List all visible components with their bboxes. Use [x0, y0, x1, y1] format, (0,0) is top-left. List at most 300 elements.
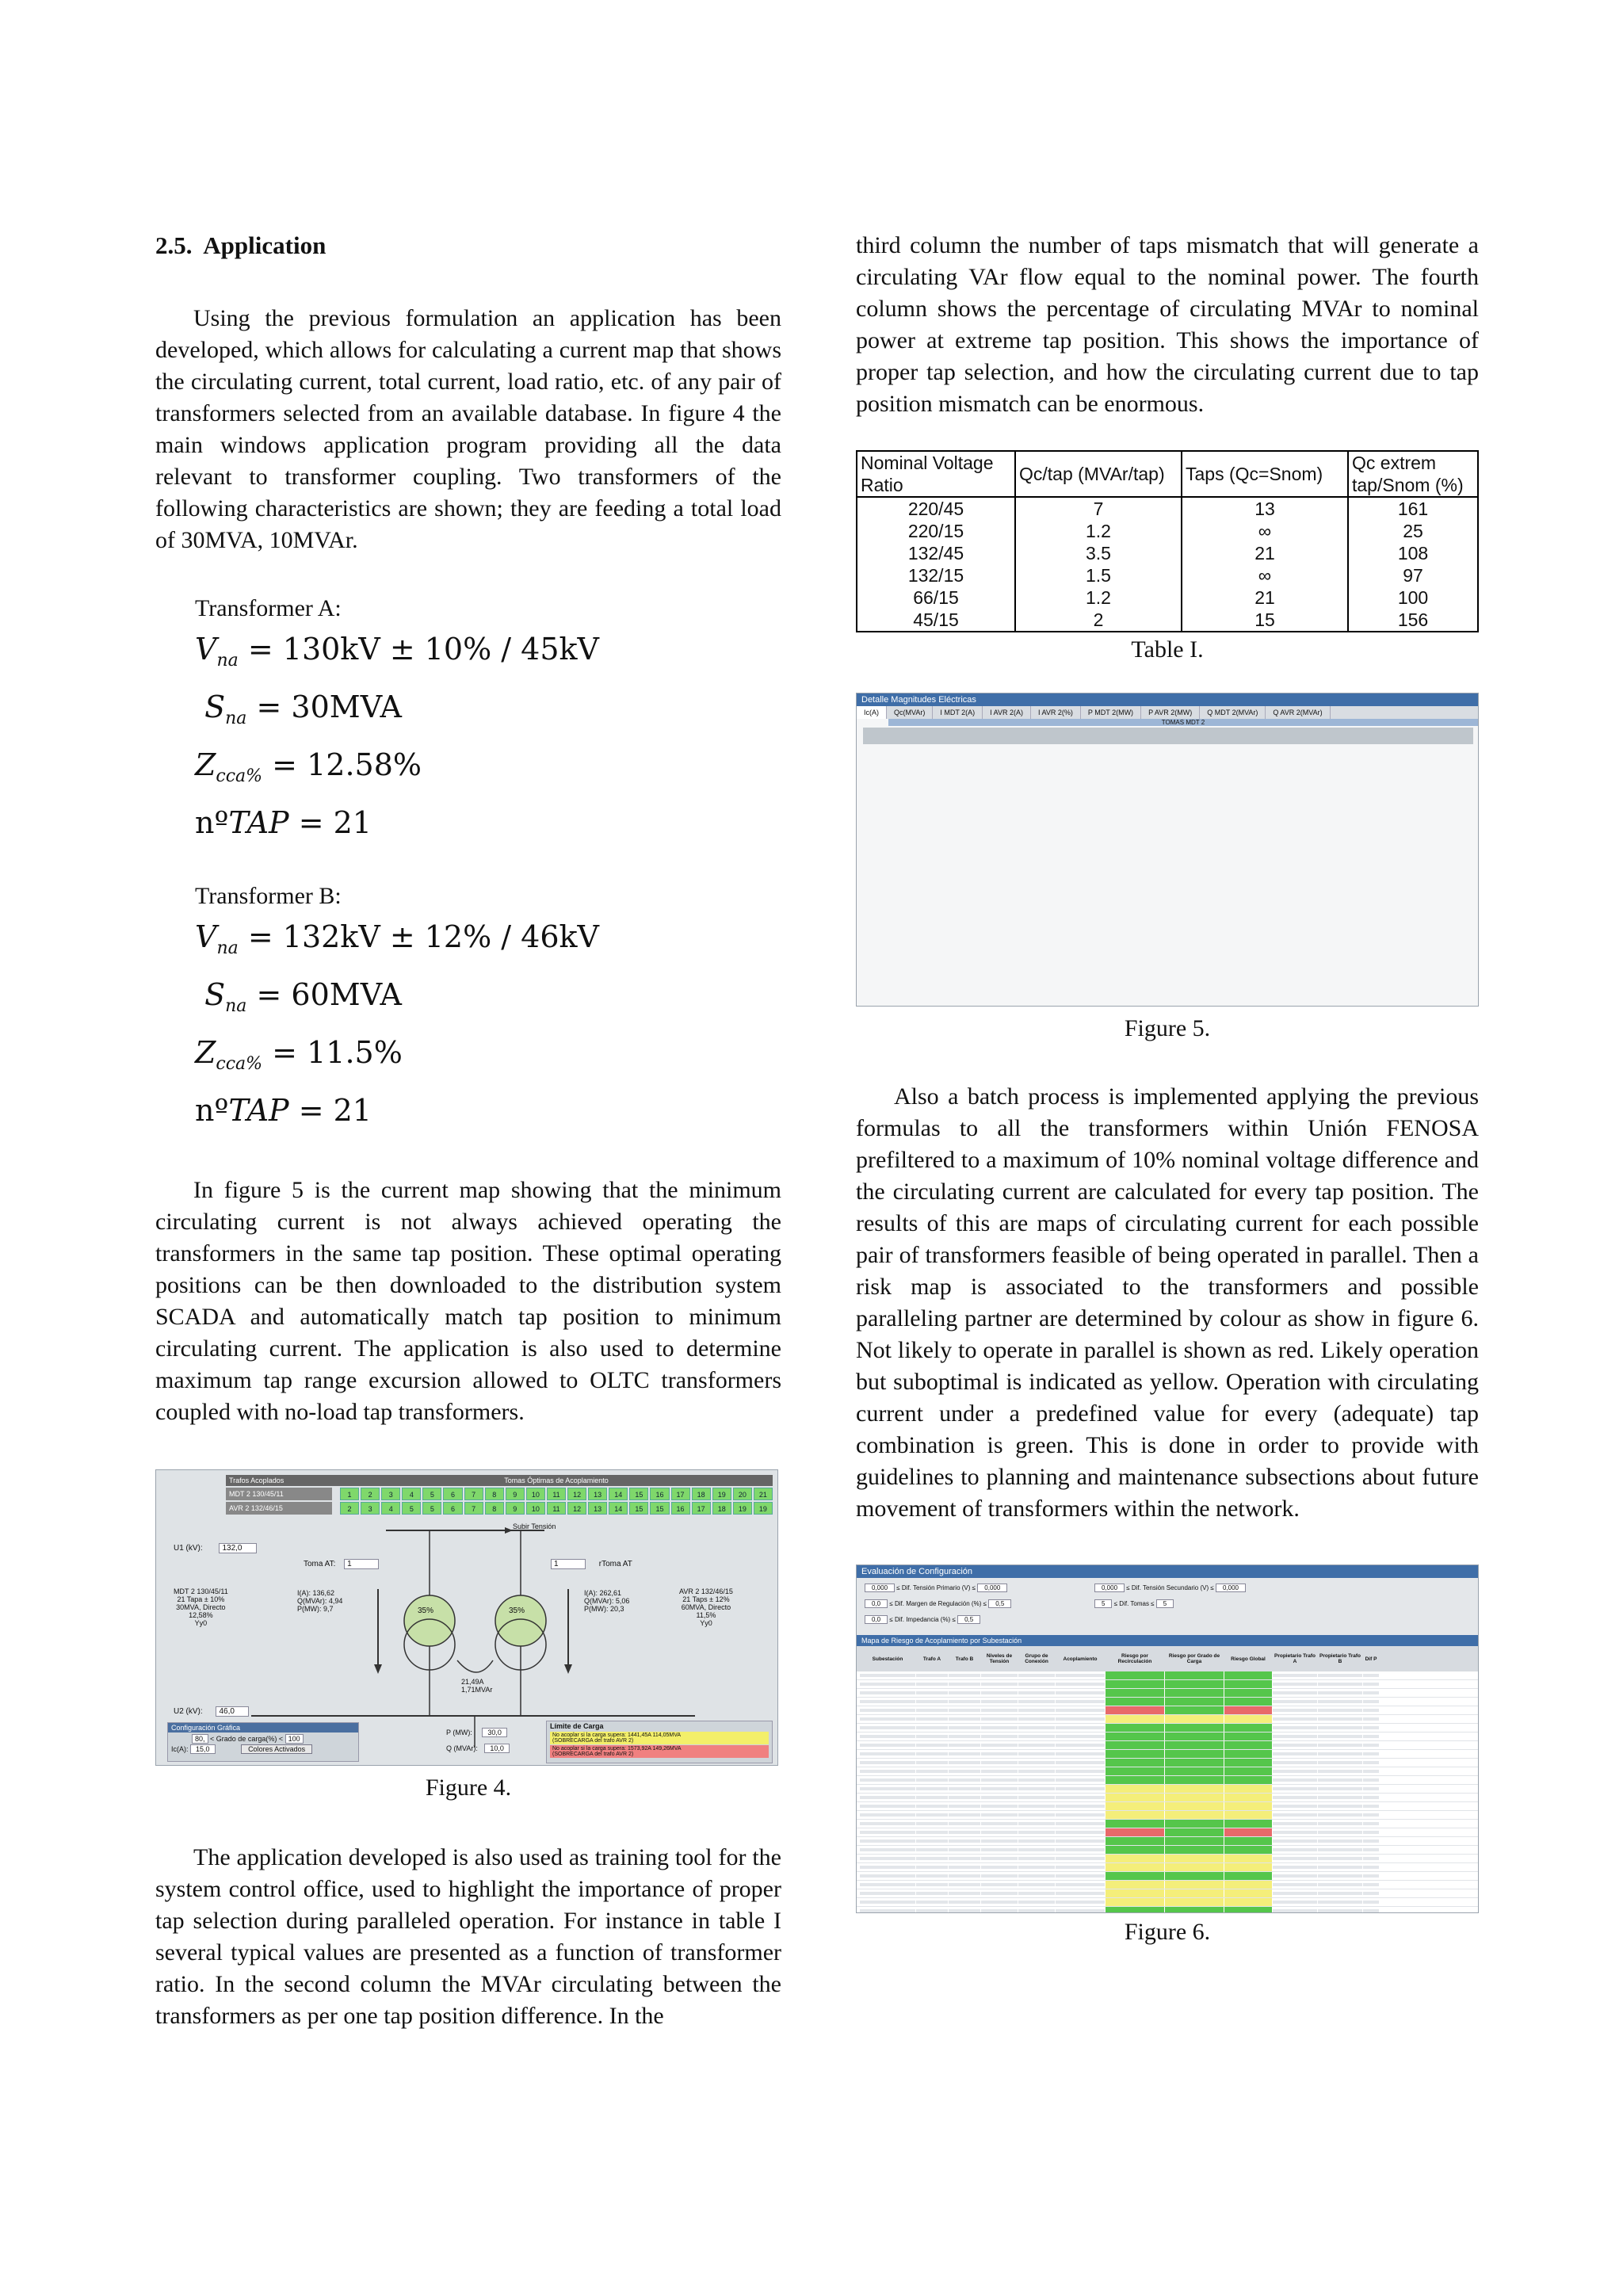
table-cell: 97: [1348, 564, 1478, 586]
risk-map-cell: [1018, 1898, 1055, 1906]
risk-map-cell: [1224, 1680, 1272, 1688]
risk-map-cell: [1106, 1715, 1164, 1723]
fig5-tab[interactable]: I MDT 2(A): [933, 706, 983, 719]
risk-map-cell: [1273, 1802, 1317, 1810]
risk-map-cell: [1224, 1750, 1272, 1758]
tap-cell: 8: [485, 1502, 504, 1515]
risk-map-cell: [1318, 1811, 1362, 1819]
risk-map-header[interactable]: Subestación: [872, 1656, 903, 1662]
risk-map-cell: [1106, 1802, 1164, 1810]
risk-map-cell: [1106, 1811, 1164, 1819]
eq-ntap-b: nºTAP = 21: [195, 1093, 372, 1128]
risk-map-cell: [981, 1889, 1018, 1897]
tap-cell: 4: [381, 1502, 400, 1515]
risk-map-cell: [1056, 1698, 1105, 1706]
risk-map-cell: [916, 1855, 948, 1862]
risk-map-row[interactable]: [857, 1767, 1478, 1776]
risk-map-cell: [981, 1846, 1018, 1854]
risk-map-header[interactable]: Riesgo por Recirculación: [1117, 1653, 1152, 1664]
eq-zcca-b: $Z_{cca\%} = 11.5\%$: [195, 1035, 403, 1074]
eq-zcca-a: $Z_{cca\%} = 12.58\%$: [195, 747, 422, 786]
risk-map-cell: [949, 1689, 980, 1697]
risk-map-cell: [1318, 1776, 1362, 1784]
risk-map-row[interactable]: [857, 1855, 1478, 1863]
risk-map-row[interactable]: [857, 1750, 1478, 1759]
risk-map-cell: [916, 1811, 948, 1819]
table-cell: 108: [1348, 542, 1478, 564]
fig5-tab[interactable]: P AVR 2(MW): [1141, 706, 1200, 719]
risk-map-cell: [1363, 1846, 1379, 1854]
risk-map-cell: [1318, 1889, 1362, 1897]
eq-vna-b: $V_{na} = 132kV \pm 12\% / 46kV$: [195, 919, 600, 958]
table-cell: 3.5: [1015, 542, 1182, 564]
risk-map-header[interactable]: Dif P: [1365, 1656, 1377, 1662]
table-cell: 1.2: [1015, 586, 1182, 609]
table-cell: 66/15: [857, 586, 1015, 609]
risk-map-cell: [1106, 1750, 1164, 1758]
risk-map-cell: [981, 1733, 1018, 1740]
right-column: [856, 230, 1479, 1948]
tap-cell: 15: [629, 1488, 648, 1500]
risk-map-row[interactable]: [857, 1846, 1478, 1855]
risk-map-cell: [1318, 1863, 1362, 1871]
toma-b-select[interactable]: 1: [551, 1559, 586, 1569]
risk-map-cell: [916, 1750, 948, 1758]
risk-map-cell: [1273, 1872, 1317, 1880]
risk-map-cell: [916, 1907, 948, 1913]
transformer-b-coil-top: [495, 1595, 546, 1646]
fig6-filters: 0,000 ≤ Dif. Tensión Primario (V) ≤ 0,000 0,000 ≤ Dif. Tensión Secundario (V) ≤ 0,000 0,0 ≤ Dif. Margen de Regulación (%) ≤ 0,5 5 ≤ Dif. Tomas ≤ 5 0,0 ≤ Dif. Impedancia (%) ≤ 0,5: [857, 1578, 1478, 1635]
risk-map-cell: [1224, 1828, 1272, 1836]
risk-map-cell: [1363, 1724, 1379, 1732]
table-cell: 13: [1182, 497, 1348, 520]
fig5-tab[interactable]: I AVR 2(A): [983, 706, 1031, 719]
risk-map-cell: [1363, 1750, 1379, 1758]
risk-map-cell: [1018, 1724, 1055, 1732]
risk-map-cell: [1106, 1680, 1164, 1688]
table-cell: 7: [1015, 497, 1182, 520]
risk-map-row[interactable]: [857, 1724, 1478, 1733]
risk-map-cell: [1273, 1855, 1317, 1862]
table-row: [857, 564, 1478, 586]
tap-cell: 5: [402, 1502, 421, 1515]
risk-map-cell: [1056, 1776, 1105, 1784]
risk-map-row[interactable]: [857, 1741, 1478, 1750]
risk-map-cell: [1018, 1715, 1055, 1723]
risk-map-cell: [1056, 1715, 1105, 1723]
risk-map-cell: [1165, 1715, 1224, 1723]
risk-map-cell: [1273, 1767, 1317, 1775]
risk-map-cell: [860, 1889, 915, 1897]
fig5-tab[interactable]: Ic(A): [857, 706, 887, 719]
tap-cell: 5: [422, 1488, 441, 1500]
risk-map-cell: [860, 1898, 915, 1906]
paragraph: Using the previous formulation an application has been developed, which allows for calculating a current map that shows the circulating current, total current, load ratio, etc. of any pair of transformers selected from an available database. In figure 4 the main windows application program providing all the data relevant to transformer coupling. Two transformers of the following characteristics are shown; they are feeding a total load of 30MVA, 10MVAr.: [155, 305, 781, 553]
risk-map-cell: [1018, 1671, 1055, 1679]
pct-a: 35%: [418, 1606, 434, 1615]
risk-map-cell: [1318, 1802, 1362, 1810]
risk-map-cell: [1363, 1785, 1379, 1793]
tap-cell: 3: [361, 1502, 380, 1515]
risk-map-cell: [1318, 1706, 1362, 1714]
risk-map-header[interactable]: Acoplamiento: [1063, 1656, 1098, 1662]
tap-cell: 7: [464, 1488, 483, 1500]
risk-map-cell: [981, 1785, 1018, 1793]
risk-map-cell: [1106, 1855, 1164, 1862]
risk-map-header[interactable]: Propietario Trafo A: [1274, 1653, 1316, 1664]
risk-map-cell: [1018, 1828, 1055, 1836]
fig5-tab[interactable]: I AVR 2(%): [1031, 706, 1081, 719]
risk-map-row[interactable]: [857, 1881, 1478, 1889]
tap-cell: 20: [733, 1488, 752, 1500]
risk-map-cell: [916, 1767, 948, 1775]
table-cell: 21: [1182, 542, 1348, 564]
table-cell: 132/45: [857, 542, 1015, 564]
tap-cell: 17: [692, 1502, 711, 1515]
risk-map-row[interactable]: [857, 1907, 1478, 1913]
risk-map-cell: [1224, 1724, 1272, 1732]
table-cell: 100: [1348, 586, 1478, 609]
risk-map-cell: [1273, 1828, 1317, 1836]
transformer-a-spec: [195, 593, 781, 846]
risk-map-cell: [1224, 1698, 1272, 1706]
risk-map-cell: [1056, 1741, 1105, 1749]
risk-map-cell: [1018, 1855, 1055, 1862]
risk-map-cell: [1318, 1680, 1362, 1688]
risk-map-cell: [981, 1759, 1018, 1767]
fig5-tab[interactable]: Q AVR 2(MVAr): [1266, 706, 1330, 719]
fig4-toma-a: Toma AT: 1: [304, 1559, 379, 1569]
risk-map-cell: [1363, 1733, 1379, 1740]
transformer-a-coil-top: [404, 1595, 455, 1646]
risk-map-row[interactable]: [857, 1759, 1478, 1767]
risk-map-cell: [981, 1724, 1018, 1732]
risk-map-header[interactable]: Trafo A: [922, 1656, 941, 1662]
risk-map-cell: [1056, 1846, 1105, 1854]
risk-map-cell: [981, 1776, 1018, 1784]
tap-cell: 19: [754, 1502, 773, 1515]
table-cell: 132/15: [857, 564, 1015, 586]
table-cell: 45/15: [857, 609, 1015, 632]
risk-map-cell: [949, 1811, 980, 1819]
risk-map-cell: [1056, 1689, 1105, 1697]
transformer-a-desc: MDT 2 130/45/11 21 Tapa ± 10% 30MVA, Directo 12,58% Yy0: [174, 1587, 228, 1627]
risk-map-cell: [1318, 1741, 1362, 1749]
risk-map-cell: [981, 1680, 1018, 1688]
risk-map-cell: [949, 1715, 980, 1723]
risk-map-cell: [1056, 1872, 1105, 1880]
risk-map-cell: [1056, 1828, 1105, 1836]
config-max-input[interactable]: 100: [285, 1734, 304, 1744]
risk-map-header[interactable]: Trafo B: [955, 1656, 974, 1662]
risk-map-cell: [1056, 1759, 1105, 1767]
risk-map-cell: [1165, 1698, 1224, 1706]
risk-map-cell: [1273, 1689, 1317, 1697]
risk-map-cell: [1318, 1837, 1362, 1845]
risk-map-cell: [981, 1837, 1018, 1845]
risk-map-cell: [1273, 1671, 1317, 1679]
risk-map-cell: [1018, 1846, 1055, 1854]
risk-map-cell: [1273, 1715, 1317, 1723]
risk-map-cell: [1106, 1741, 1164, 1749]
risk-map-cell: [1363, 1863, 1379, 1871]
risk-map-header[interactable]: Riesgo por Grado de Carga: [1168, 1653, 1220, 1664]
risk-map-row[interactable]: [857, 1794, 1478, 1802]
risk-map-cell: [1363, 1855, 1379, 1862]
risk-map-cell: [1056, 1820, 1105, 1828]
risk-map-cell: [916, 1802, 948, 1810]
risk-map-cell: [860, 1794, 915, 1801]
risk-map-cell: [1224, 1889, 1272, 1897]
risk-map-cell: [916, 1898, 948, 1906]
risk-map-row[interactable]: [857, 1733, 1478, 1741]
risk-map-cell: [1224, 1733, 1272, 1740]
risk-map-cell: [1018, 1837, 1055, 1845]
paragraph: In figure 5 is the current map showing that the minimum circulating current is not always achieved operating the transformers in the same tap position. These optimal operating positions can be then downloaded to the distribution system SCADA and automatically match tap position to minimum circulating current. The application is also used to determine maximum tap range excursion allowed to OLTC transformers coupled with no-load tap transformers.: [155, 1177, 781, 1425]
risk-map-cell: [981, 1671, 1018, 1679]
risk-map-row[interactable]: [857, 1706, 1478, 1715]
risk-map-row[interactable]: [857, 1898, 1478, 1907]
risk-map-cell: [1224, 1855, 1272, 1862]
risk-map-row[interactable]: [857, 1785, 1478, 1794]
config-min-input[interactable]: 80,: [192, 1734, 208, 1744]
risk-map-cell: [1224, 1671, 1272, 1679]
risk-map-cell: [860, 1741, 915, 1749]
risk-map-cell: [916, 1706, 948, 1714]
risk-map-cell: [860, 1776, 915, 1784]
risk-map-cell: [916, 1863, 948, 1871]
risk-map-cell: [1363, 1802, 1379, 1810]
risk-map-cell: [1224, 1802, 1272, 1810]
risk-map-cell: [949, 1741, 980, 1749]
risk-map-cell: [949, 1706, 980, 1714]
fig5-tab-bar: [857, 706, 1478, 719]
risk-map-cell: [916, 1733, 948, 1740]
risk-map-cell: [1018, 1785, 1055, 1793]
risk-map-cell: [1165, 1706, 1224, 1714]
risk-map-cell: [1056, 1907, 1105, 1913]
risk-map-header[interactable]: Propietario Trafo B: [1319, 1653, 1361, 1664]
table-cell: 1.5: [1015, 564, 1182, 586]
risk-map-cell: [1318, 1828, 1362, 1836]
risk-map-header[interactable]: Grupo de Conexión: [1025, 1653, 1048, 1664]
risk-map-cell: [1318, 1759, 1362, 1767]
risk-map-cell: [916, 1828, 948, 1836]
risk-map-header[interactable]: Riesgo Global: [1231, 1656, 1266, 1662]
risk-map-cell: [1106, 1881, 1164, 1889]
risk-map-row[interactable]: [857, 1715, 1478, 1724]
risk-map-cell: [1018, 1802, 1055, 1810]
tap-cell: 6: [443, 1488, 462, 1500]
risk-map-cell: [1056, 1733, 1105, 1740]
risk-map-cell: [981, 1811, 1018, 1819]
risk-map-cell: [860, 1811, 915, 1819]
risk-map-cell: [860, 1785, 915, 1793]
risk-map-cell: [949, 1724, 980, 1732]
risk-map-cell: [1165, 1828, 1224, 1836]
risk-map-header[interactable]: Niveles de Tensión: [986, 1653, 1013, 1664]
risk-map-cell: [1318, 1846, 1362, 1854]
colores-button[interactable]: Colores Activados: [241, 1744, 312, 1754]
risk-map-cell: [1106, 1733, 1164, 1740]
risk-map-cell: [1273, 1776, 1317, 1784]
risk-map-cell: [1056, 1794, 1105, 1801]
fig5-tab[interactable]: P MDT 2(MW): [1081, 706, 1141, 719]
risk-map-cell: [1056, 1767, 1105, 1775]
risk-map-cell: [1363, 1794, 1379, 1801]
toma-a-select[interactable]: 1: [344, 1559, 379, 1569]
risk-map-cell: [1018, 1767, 1055, 1775]
tap-cell: 5: [422, 1502, 441, 1515]
paragraph: The application developed is also used as training tool for the system control office, used to highlight the importance of proper tap selection during paralleled operation. For instance in table I several typical values are presented as a function of transformer ratio. In the second column the MVAr circulating between the transformers as per one tap position difference. In the: [155, 1844, 781, 2029]
fig5-tab[interactable]: Qc(MVAr): [887, 706, 933, 719]
risk-map-row[interactable]: [857, 1802, 1478, 1811]
risk-map-cell: [1056, 1680, 1105, 1688]
risk-map-cell: [1056, 1802, 1105, 1810]
risk-map-cell: [916, 1889, 948, 1897]
risk-map-cell: [1318, 1767, 1362, 1775]
risk-map-cell: [1318, 1715, 1362, 1723]
u1-input[interactable]: 132,0: [219, 1543, 257, 1553]
risk-map-cell: [1056, 1706, 1105, 1714]
risk-map-cell: [1018, 1750, 1055, 1758]
risk-map-cell: [1165, 1855, 1224, 1862]
tap-cell: 14: [609, 1502, 628, 1515]
risk-map-cell: [1056, 1881, 1105, 1889]
risk-map-cell: [1106, 1889, 1164, 1897]
risk-map-cell: [949, 1680, 980, 1688]
ic-input[interactable]: 15,0: [190, 1744, 216, 1754]
risk-map-cell: [1165, 1750, 1224, 1758]
risk-map-cell: [1273, 1898, 1317, 1906]
risk-map-cell: [1273, 1785, 1317, 1793]
fig4-p: P (MW): 30,0: [446, 1729, 507, 1736]
risk-map-cell: [860, 1706, 915, 1714]
table-row: [857, 542, 1478, 564]
table-header: Qc extrem tap/Snom (%): [1348, 451, 1478, 497]
table-row: [857, 609, 1478, 632]
risk-map-cell: [916, 1837, 948, 1845]
fig4-toma-b: 1 rToma AT: [551, 1559, 632, 1569]
risk-map-cell: [949, 1767, 980, 1775]
risk-map-cell: [949, 1907, 980, 1913]
risk-map-row[interactable]: [857, 1811, 1478, 1820]
tap-cell: 11: [547, 1502, 566, 1515]
risk-map-cell: [1165, 1767, 1224, 1775]
risk-map-cell: [1273, 1881, 1317, 1889]
table-header: Qc/tap (MVAr/tap): [1015, 451, 1182, 497]
table-cell: 1.2: [1015, 520, 1182, 542]
risk-map-cell: [949, 1733, 980, 1740]
risk-map-row[interactable]: [857, 1776, 1478, 1785]
risk-map-cell: [1018, 1794, 1055, 1801]
risk-map-cell: [1224, 1759, 1272, 1767]
fig6-map-title: Mapa de Riesgo de Acoplamiento por Subestación: [857, 1635, 1478, 1646]
risk-map-cell: [1318, 1671, 1362, 1679]
risk-map-cell: [1363, 1907, 1379, 1913]
table-cell: 220/15: [857, 520, 1015, 542]
q-input[interactable]: 10,0: [484, 1744, 510, 1753]
transformer-b-values: I(A): 262,61 Q(MVAr): 5,06 P(MW): 20,3: [584, 1589, 630, 1613]
risk-map-cell: [1224, 1741, 1272, 1749]
p-input[interactable]: 30,0: [482, 1728, 507, 1737]
risk-map-cell: [1273, 1724, 1317, 1732]
risk-map-cell: [949, 1794, 980, 1801]
risk-map-row[interactable]: [857, 1698, 1478, 1706]
risk-map-cell: [1363, 1680, 1379, 1688]
tap-cell: 2: [340, 1502, 359, 1515]
risk-map-cell: [981, 1750, 1018, 1758]
risk-map-row[interactable]: [857, 1680, 1478, 1689]
table-row: [857, 520, 1478, 542]
risk-map-row[interactable]: [857, 1671, 1478, 1680]
risk-map-cell: [1165, 1846, 1224, 1854]
risk-map-header-row: [857, 1646, 1478, 1671]
u2-input[interactable]: 46,0: [216, 1706, 249, 1717]
risk-map-cell: [916, 1715, 948, 1723]
risk-map-cell: [1318, 1907, 1362, 1913]
risk-map-cell: [1273, 1706, 1317, 1714]
risk-map-row[interactable]: [857, 1837, 1478, 1846]
circulating-readout: 21,49A 1,71MVAr: [461, 1678, 493, 1694]
risk-map-cell: [1363, 1776, 1379, 1784]
transformer-b-desc: AVR 2 132/46/15 21 Taps ± 12% 60MVA, Directo 11,5% Yy0: [679, 1587, 733, 1627]
figure-6-caption: Figure 6.: [1124, 1919, 1211, 1945]
risk-map-cell: [916, 1759, 948, 1767]
risk-map-cell: [1273, 1741, 1317, 1749]
risk-map-cell: [981, 1855, 1018, 1862]
risk-map-cell: [1318, 1898, 1362, 1906]
transformer-b-spec: [195, 881, 781, 1133]
risk-map-cell: [1056, 1750, 1105, 1758]
risk-map-row[interactable]: [857, 1828, 1478, 1837]
tap-cell: 15: [650, 1502, 669, 1515]
section-number: 2.5.: [155, 231, 193, 259]
risk-map-row[interactable]: [857, 1872, 1478, 1881]
fig5-title: Detalle Magnitudes Eléctricas: [857, 693, 1478, 706]
risk-map-row[interactable]: [857, 1889, 1478, 1898]
risk-map-cell: [1106, 1767, 1164, 1775]
tap-cell: 16: [671, 1502, 690, 1515]
risk-map-cell: [1363, 1698, 1379, 1706]
risk-map-cell: [949, 1671, 980, 1679]
fig5-tab[interactable]: Q MDT 2(MVAr): [1200, 706, 1266, 719]
risk-map-cell: [1165, 1820, 1224, 1828]
risk-map-cell: [1224, 1872, 1272, 1880]
risk-map-cell: [1018, 1776, 1055, 1784]
table-1-caption: Table I.: [1131, 636, 1204, 663]
risk-map-cell: [1273, 1759, 1317, 1767]
tap-cell: 9: [506, 1502, 525, 1515]
risk-map-cell: [1106, 1776, 1164, 1784]
paragraph: third column the number of taps mismatch that will generate a circulating VAr flow equal to the nominal power. The fourth column shows the percentage of circulating MVAr to nominal power at extreme tap position. This shows the importance of proper tap selection, and how the circulating current due to tap position mismatch can be enormous.: [856, 232, 1479, 417]
figure-4-caption: Figure 4.: [425, 1775, 512, 1801]
risk-map-cell: [1273, 1907, 1317, 1913]
risk-map-cell: [1018, 1741, 1055, 1749]
risk-map-cell: [860, 1802, 915, 1810]
risk-map-cell: [1363, 1759, 1379, 1767]
risk-map-cell: [1165, 1733, 1224, 1740]
risk-map-cell: [1106, 1785, 1164, 1793]
risk-map-row[interactable]: [857, 1689, 1478, 1698]
table-header: Taps (Qc=Snom): [1182, 451, 1348, 497]
risk-map-cell: [1165, 1907, 1224, 1913]
risk-map-cell: [1018, 1759, 1055, 1767]
table-cell: 220/45: [857, 497, 1015, 520]
risk-map-row[interactable]: [857, 1863, 1478, 1872]
risk-map-cell: [860, 1689, 915, 1697]
risk-map-row[interactable]: [857, 1820, 1478, 1828]
